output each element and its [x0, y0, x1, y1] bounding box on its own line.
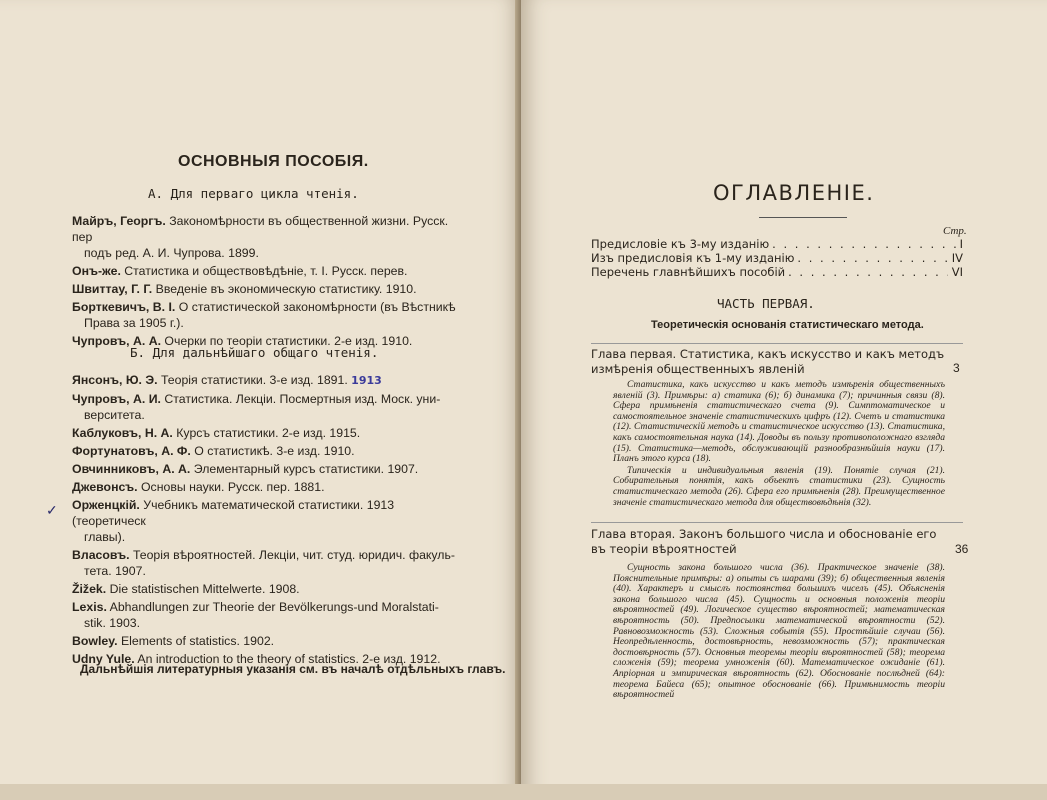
entry-author: Каблуковъ, Н. А. — [72, 426, 173, 440]
page-edge — [0, 784, 1047, 800]
entry-author: Žižek. — [72, 582, 107, 596]
part-subheading: Теоретическія основанія статистическаго метода. — [651, 319, 924, 331]
entry-continuation: подъ ред. А. И. Чупрова. 1899. — [84, 246, 259, 260]
margin-check-mark: ✓ — [46, 504, 58, 519]
bibliography-entry — [72, 281, 462, 297]
entry-title: Основы науки. Русск. пер. 1881. — [140, 480, 325, 494]
entry-title: Курсъ статистики. 2-е изд. 1915. — [176, 426, 361, 440]
handwritten-annotation: 1913 — [351, 374, 382, 387]
title-rule — [759, 217, 847, 218]
page-column-label: Стр. — [943, 225, 967, 237]
section-a-list — [72, 213, 462, 351]
entry-title: Статистика. Лекціи. Посмертныя изд. Моск. уни- — [164, 392, 441, 406]
entry-author: Борткевичъ, В. І. — [72, 300, 176, 314]
entry-title: Очерки по теоріи статистики. 2-е изд. 1910. — [164, 334, 413, 348]
page-title: ОСНОВНЫЯ ПОСОБІЯ. — [178, 153, 369, 170]
chapter-2-title: Глава вторая. Законъ большого числа и обоснованіе его въ теоріи вѣроятностей — [591, 527, 937, 556]
toc-row: Изъ предисловія къ 1-му изданію . . . IV — [591, 251, 963, 265]
entry-continuation: главы). — [84, 530, 126, 544]
entry-title: Elements of statistics. 1902. — [120, 634, 275, 648]
entry-title: Закономѣрности въ общественной жизни. Русск. пер — [72, 214, 449, 244]
entry-title: Статистика и обществовѣдѣніе, т. I. Русск. перев. — [124, 264, 408, 278]
entry-continuation: верситета. — [84, 408, 145, 422]
entry-author: Швиттау, Г. Г. — [72, 282, 153, 296]
bibliography-entry — [72, 299, 462, 331]
entry-author: Майръ, Георгъ. — [72, 214, 166, 228]
bibliography-entry — [72, 372, 462, 389]
entry-title: Die statistischen Mittelwerte. 1908. — [109, 582, 300, 596]
entry-continuation: stik. 1903. — [84, 616, 141, 630]
entry-author: Онъ-же. — [72, 264, 121, 278]
entry-author: Янсонъ, Ю. Э. — [72, 373, 158, 387]
part-heading: ЧАСТЬ ПЕРВАЯ. — [717, 296, 815, 311]
contents-title: ОГЛАВЛЕНІЕ. — [713, 181, 875, 205]
entry-title: О статистической закономѣрности (въ Вѣстникѣ — [178, 300, 456, 314]
entry-author: Udny Yule. — [72, 652, 135, 666]
toc-row: Предисловіе къ 3-му изданію . . . I — [591, 237, 963, 251]
entry-title: Введеніе въ экономическую статистику. 1910. — [155, 282, 417, 296]
chapter-1-title: Глава первая. Статистика, какъ искусство и какъ методъ измѣренія общественныхъ явленій — [591, 347, 945, 376]
entry-author: Орженцкій. — [72, 498, 140, 512]
section-b-heading: Б. Для дальнѣйшаго общаго чтенія. — [130, 345, 379, 360]
entry-continuation: тета. 1907. — [84, 564, 146, 578]
entry-author: Фортунатовъ, А. Ф. — [72, 444, 191, 458]
chapter-1-summary: Статистика, какъ искусство и какъ методъ измѣренія общественныхъ явленій (3). Примѣры: а) статика (6); б) динамика (7); причинныя связи (8). Сфера примѣненія статистическаго счета (9). Симптоматическое и самостоятельное значеніе статистическихъ цифръ (12). Счетъ и статистика (12). Статистическій методъ и статистическое искусство (13). Статистика, какъ самостоятельная наука (14). Доводы въ пользу противоположнаго взгляда (15). Статистика—методъ, обслуживающій разнообразнѣйшія науки (17). Планъ этого курса (18). Типическія и индивидуальныя явленія (19). Понятіе случая (21). Собирательныя понятія, какъ объектъ статистики (23). Сущность статистическаго метода (26). Сфера его примѣненія (28). Преимущественное значеніе статистическаго метода для обществовѣдѣнія (32). — [613, 379, 945, 508]
entry-author: Овчинниковъ, А. А. — [72, 462, 191, 476]
chapter-2-page: 36 — [955, 542, 969, 556]
entry-title: О статистикѣ. 3-е изд. 1910. — [194, 444, 355, 458]
entry-author: Джевонсъ. — [72, 480, 138, 494]
entry-author: Lexis. — [72, 600, 107, 614]
left-page — [0, 0, 521, 800]
bibliography-entry — [72, 391, 462, 423]
entry-author: Чупровъ, А. А. — [72, 334, 161, 348]
toc-list — [591, 237, 963, 279]
bibliography-entry — [72, 547, 462, 579]
bibliography-entry — [72, 213, 462, 261]
entry-title: Теорія статистики. 3-е изд. 1891. — [160, 373, 348, 387]
bibliography-entry — [72, 425, 462, 441]
bibliography-entry — [72, 581, 462, 597]
entry-author: Власовъ. — [72, 548, 130, 562]
bibliography-entry — [72, 461, 462, 477]
section-b-list — [72, 372, 462, 669]
entry-author: Bowley. — [72, 634, 118, 648]
entry-author: Чупровъ, А. И. — [72, 392, 161, 406]
divider — [591, 343, 963, 344]
bibliography-entry — [72, 443, 462, 459]
chapter-1-page: 3 — [953, 361, 960, 375]
bibliography-entry — [72, 263, 462, 279]
right-page — [521, 0, 1047, 800]
entry-continuation: Права за 1905 г.). — [84, 316, 184, 330]
entry-title: Теорія вѣроятностей. Лекціи, чит. студ. юридич. факуль- — [132, 548, 455, 562]
footer-note: Дальнѣйшія литературныя указанія см. въ началѣ отдѣльныхъ главъ. — [80, 662, 506, 676]
bibliography-entry — [72, 479, 462, 495]
entry-title: Элементарный курсъ статистики. 1907. — [193, 462, 419, 476]
bibliography-entry — [72, 599, 462, 631]
divider — [591, 522, 963, 523]
entry-title: An introduction to the theory of statistics. 2-е изд. 1912. — [137, 652, 441, 666]
entry-title: Учебникъ математической статистики. 1913 (теоретическ — [72, 498, 395, 528]
bibliography-entry — [72, 497, 462, 545]
bibliography-entry — [72, 633, 462, 649]
toc-row: Перечень главнѣйшихъ пособій . . . VI — [591, 265, 963, 279]
chapter-2-summary: Сущность закона большого числа (36). Практическое значеніе (38). Пояснительные примѣры: а) опыты съ шарами (39); б) общественныя явленія (40). Характеръ и смыслъ постоянства большихъ чиселъ (45). Объясненія закона большого числа (45). Сущность и основныя положенія теоріи вѣроятностей (49). Логическое существо вѣроятностей; математическая вѣроятность (50). Предпосылки математической вѣроятности (52). Равновозможность (53). Сложныя событія (55). Простѣйшіе случаи (56). Неопредѣленность, достовѣрность, невозможность (57); практическая достовѣрность (57). Основныя теоремы теоріи вѣроятностей (58); теорема сложенія (59); теорема умноженія (60). Математическое ожиданіе (61). Апріорная и эмпирическая вѣроятность (62). Обоснованіе послѣдней (64): теорема Байеса (65); опытное обоснованіе (66). Примѣнимость теоріи вѣроятностей — [613, 562, 945, 701]
section-a-heading: А. Для перваго цикла чтенія. — [148, 186, 359, 201]
entry-title: Abhandlungen zur Theorie der Bevölkerungs-und Moralstati- — [109, 600, 439, 614]
